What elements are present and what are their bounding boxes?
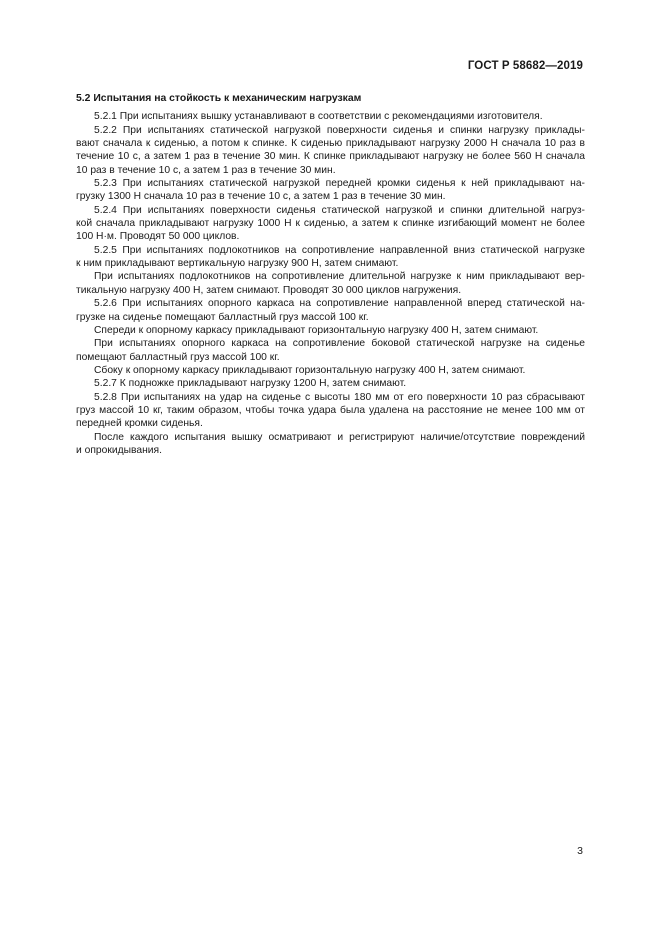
paragraph xyxy=(76,204,585,244)
paragraph xyxy=(76,124,585,177)
paragraph-line: При испытаниях опорного каркаса на сопротивление боковой статической нагрузке на сиденье xyxy=(94,338,585,350)
paragraph-line: 5.2.2 При испытаниях статической нагрузкой поверхности сиденья и спинки нагрузку приклады- xyxy=(94,124,585,136)
paragraph xyxy=(76,110,585,123)
paragraph xyxy=(76,364,585,377)
paragraph xyxy=(76,431,585,458)
paragraph xyxy=(76,324,585,337)
paragraph xyxy=(76,391,585,431)
paragraph-line: грузку 1300 Н сначала 10 раз в течение 10 с, а затем 1 раз в течение 30 мин. xyxy=(76,191,446,203)
paragraph xyxy=(76,337,585,364)
paragraph-line: груз массой 10 кг, таким образом, чтобы точка удара была удалена на расстояние не менее 100 мм от xyxy=(76,404,585,416)
paragraph-line: и опрокидывания. xyxy=(76,444,162,456)
paragraph-line: тикальную нагрузку 400 Н, затем снимают. Проводят 30 000 циклов нагружения. xyxy=(76,284,462,296)
paragraph-line: При испытаниях подлокотников на сопротивление длительной нагрузке к ним прикладывают вер- xyxy=(94,271,585,283)
paragraph-line: После каждого испытания вышку осматривают и регистрируют наличие/отсутствие повреждений xyxy=(94,431,585,443)
paragraph-line: Спереди к опорному каркасу прикладывают горизонтальную нагрузку 400 Н, затем снимают. xyxy=(94,324,539,336)
paragraph xyxy=(76,377,585,390)
paragraph-line: 10 раз в течение 10 с, а затем 1 раз в течение 30 мин. xyxy=(76,164,336,176)
paragraph-list xyxy=(76,110,585,457)
paragraph-line: к ним прикладывают вертикальную нагрузку 900 Н, затем снимают. xyxy=(76,258,399,270)
paragraph-line: Сбоку к опорному каркасу прикладывают горизонтальную нагрузку 400 Н, затем снимают. xyxy=(94,364,526,376)
paragraph-line: 5.2.7 К подножке прикладывают нагрузку 1200 Н, затем снимают. xyxy=(94,378,407,390)
paragraph-line: 5.2.6 При испытаниях опорного каркаса на сопротивление направленной вперед статической на- xyxy=(94,298,585,310)
page-number: 3 xyxy=(577,845,583,857)
paragraph-line: 100 Н·м. Проводят 50 000 циклов. xyxy=(76,231,240,243)
paragraph-line: течение 10 с, а затем 1 раз в течение 30 мин. К спинке прикладывают нагрузку не более 560 Н сначала xyxy=(76,151,585,163)
paragraph-line: 5.2.5 При испытаниях подлокотников на сопротивление направленной вниз статической нагрузке xyxy=(94,244,585,256)
paragraph-line: помещают балластный груз массой 100 кг. xyxy=(76,351,280,363)
paragraph-line: 5.2.1 При испытаниях вышку устанавливают в соответствии с рекомендациями изготовителя. xyxy=(94,111,543,123)
paragraph xyxy=(76,270,585,297)
document-body xyxy=(76,92,585,457)
paragraph-line: вают сначала к сиденью, а потом к спинке. К сиденью прикладывают нагрузку 2000 Н сначала 10 раз в xyxy=(76,138,585,150)
paragraph-line: 5.2.4 При испытаниях поверхности сиденья статической нагрузкой и спинки длительной нагруз- xyxy=(94,204,585,216)
paragraph-line: 5.2.8 При испытаниях на удар на сиденье с высоты 180 мм от его поверхности 10 раз сбрасывают xyxy=(94,391,585,403)
paragraph-line: грузке на сиденье помещают балластный груз массой 100 кг. xyxy=(76,311,369,323)
paragraph-line: кой сначала прикладывают нагрузку 1000 Н к сиденью, а затем к спинке изгибающий момент не более xyxy=(76,218,585,230)
paragraph xyxy=(76,297,585,324)
paragraph-line: передней кромки сиденья. xyxy=(76,418,203,430)
paragraph xyxy=(76,177,585,204)
section-title: 5.2 Испытания на стойкость к механическим нагрузкам xyxy=(76,93,362,104)
paragraph-line: 5.2.3 При испытаниях статической нагрузкой передней кромки сиденья к ней прикладывают на- xyxy=(94,178,585,190)
document-header-standard: ГОСТ Р 58682—2019 xyxy=(467,60,583,72)
paragraph xyxy=(76,244,585,271)
